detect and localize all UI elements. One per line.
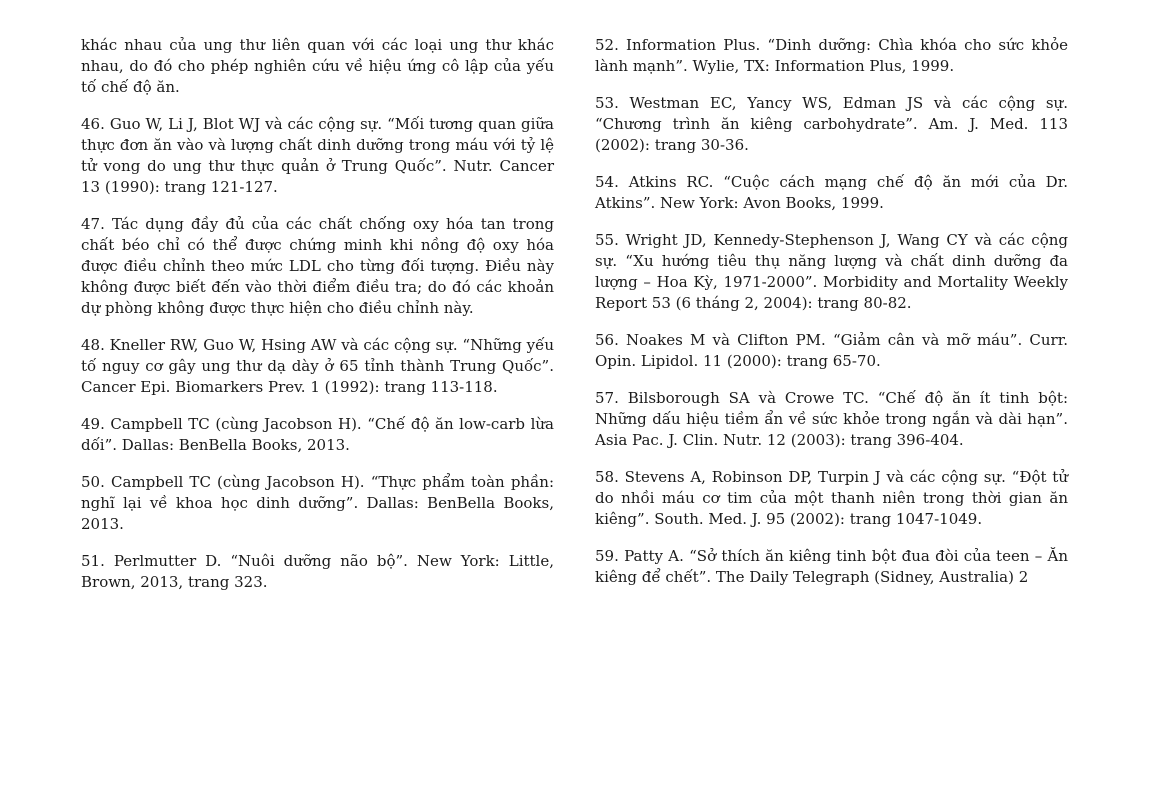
reference-57: 57. Bilsborough SA và Crowe TC. “Chế độ ăn ít tinh bột: Những dấu hiệu tiềm ẩn về sức khỏe trong ngắn và dài hạn”. Asia Pac. J. Clin. Nutr. 12 (2003): trang 396-404. xyxy=(595,389,1068,449)
reference-54: 54. Atkins RC. “Cuộc cách mạng chế độ ăn mới của Dr. Atkins”. New York: Avon Books, 1999. xyxy=(595,173,1068,212)
right-column xyxy=(595,35,1068,604)
reference-56: 56. Noakes M và Clifton PM. “Giảm cân và mỡ máu”. Curr. Opin. Lipidol. 11 (2000): trang 65-70. xyxy=(595,331,1068,370)
reference-53: 53. Westman EC, Yancy WS, Edman JS và các cộng sự. “Chương trình ăn kiêng carbohydrate”. Am. J. Med. 113 (2002): trang 30-36. xyxy=(595,94,1068,154)
reference-55: 55. Wright JD, Kennedy-Stephenson J, Wang CY và các cộng sự. “Xu hướng tiêu thụ năng lượng và chất dinh dưỡng đa lượng – Hoa Kỳ, 1971-2000”. Morbidity and Mortality Weekly Report 53 (6 tháng 2, 2004): trang 80-82. xyxy=(595,231,1068,312)
reference-46: 46. Guo W, Li J, Blot WJ và các cộng sự. “Mối tương quan giữa thực đơn ăn vào và lượng chất dinh dưỡng trong máu với tỷ lệ tử vong do ung thư thực quản ở Trung Quốc”. Nutr. Cancer 13 (1990): trang 121-127. xyxy=(81,115,554,196)
reference-50: 50. Campbell TC (cùng Jacobson H). “Thực phẩm toàn phần: nghĩ lại về khoa học dinh dưỡng”. Dallas: BenBella Books, 2013. xyxy=(81,473,554,533)
reference-48: 48. Kneller RW, Guo W, Hsing AW và các cộng sự. “Những yếu tố nguy cơ gây ung thư dạ dày ở 65 tỉnh thành Trung Quốc”. Cancer Epi. Biomarkers Prev. 1 (1992): trang 113-118. xyxy=(81,336,554,396)
reference-47: 47. Tác dụng đầy đủ của các chất chống oxy hóa tan trong chất béo chỉ có thể được chứng minh khi nồng độ oxy hóa được điều chỉnh theo mức LDL cho từng đối tượng. Điều này không được biết đến vào thời điểm điều tra; do đó các khoản dự phòng không được thực hiện cho điều chỉnh này. xyxy=(81,215,554,317)
paragraph-continuation: khác nhau của ung thư liên quan với các loại ung thư khác nhau, do đó cho phép nghiên cứu về hiệu ứng cô lập của yếu tố chế độ ăn. xyxy=(81,36,554,96)
reference-59: 59. Patty A. “Sở thích ăn kiêng tinh bột đua đòi của teen – Ăn kiêng để chết”. The Daily Telegraph (Sidney, Australia) 2 xyxy=(595,547,1068,586)
reference-49: 49. Campbell TC (cùng Jacobson H). “Chế độ ăn low-carb lừa dối”. Dallas: BenBella Books, 2013. xyxy=(81,415,554,454)
reference-52: 52. Information Plus. “Dinh dưỡng: Chìa khóa cho sức khỏe lành mạnh”. Wylie, TX: Information Plus, 1999. xyxy=(595,36,1068,75)
reference-51: 51. Perlmutter D. “Nuôi dưỡng não bộ”. New York: Little, Brown, 2013, trang 323. xyxy=(81,552,554,591)
reference-58: 58. Stevens A, Robinson DP, Turpin J và các cộng sự. “Đột tử do nhồi máu cơ tim của một thanh niên trong thời gian ăn kiêng”. South. Med. J. 95 (2002): trang 1047-1049. xyxy=(595,468,1068,528)
left-column xyxy=(81,35,554,609)
